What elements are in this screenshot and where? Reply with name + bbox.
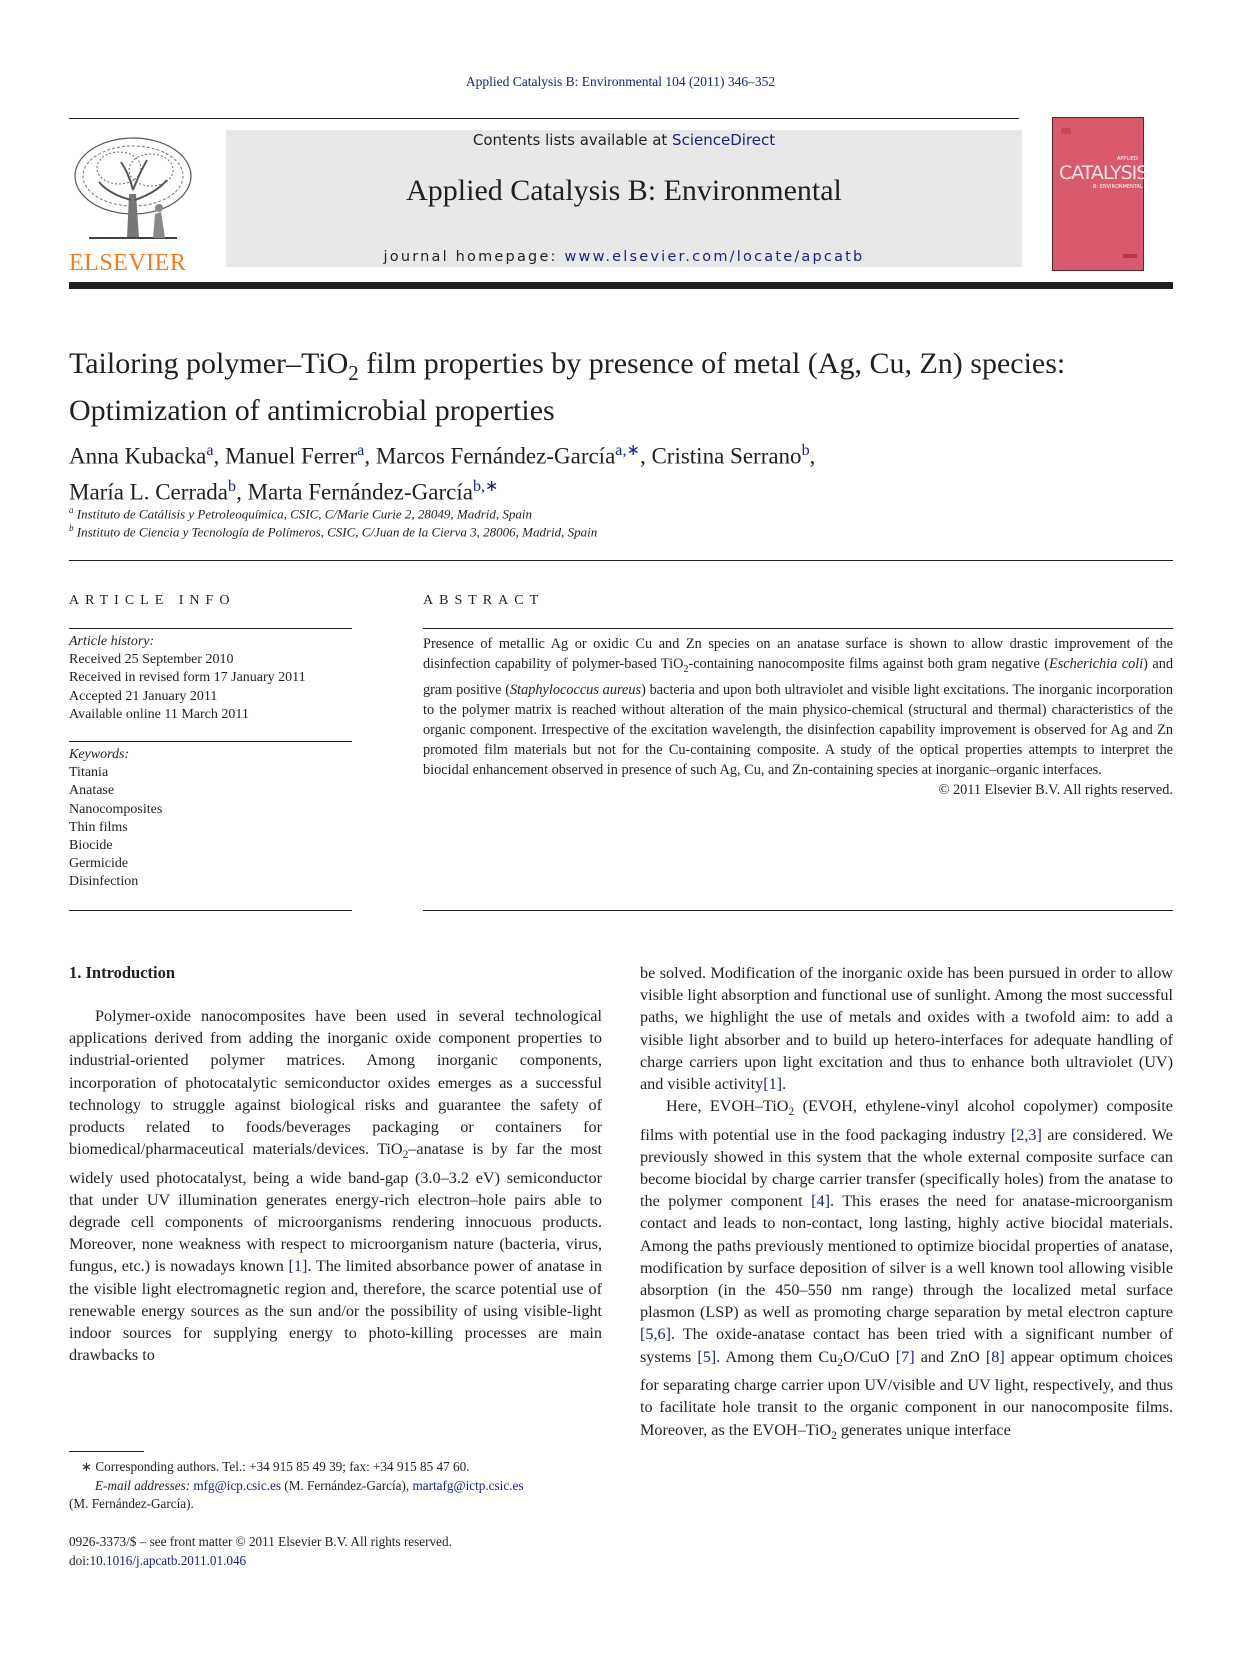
author-affiliation-mark[interactable]: a bbox=[357, 442, 365, 459]
title-line2: Optimization of antimicrobial properties bbox=[69, 394, 555, 427]
keywords-label: Keywords: bbox=[69, 747, 130, 762]
citation-link[interactable]: [7] bbox=[895, 1347, 915, 1366]
text-run: . Among them Cu bbox=[716, 1347, 838, 1366]
citation-link[interactable]: [8] bbox=[985, 1347, 1005, 1366]
front-matter-info bbox=[69, 1533, 669, 1570]
keyword: Titania bbox=[69, 765, 109, 781]
intro-paragraph-1 bbox=[69, 1005, 602, 1366]
author-separator: , bbox=[213, 443, 225, 469]
journal-homepage bbox=[226, 249, 1022, 265]
email-link[interactable]: martafg@ictp.csic.es bbox=[412, 1477, 524, 1493]
email-link[interactable]: mfg@icp.csic.es bbox=[193, 1477, 281, 1493]
history-item: Accepted 21 January 2011 bbox=[69, 688, 218, 704]
abstract-part: Presence of metallic Ag or oxidic Cu and Zn species on an anatase surface is shown to allow drastic improvement of the disinfection capability of polymer-based TiO bbox=[423, 636, 1173, 672]
title-part: Tailoring polymer–TiO bbox=[69, 347, 349, 380]
article-info-rule bbox=[69, 628, 352, 629]
abstract-heading: ABSTRACT bbox=[423, 593, 545, 608]
masthead-bottom-rule bbox=[69, 282, 1173, 289]
email-owner: (M. Fernández-García). bbox=[69, 1496, 194, 1511]
author-affiliation-mark[interactable]: a bbox=[206, 442, 214, 459]
section-heading-introduction: 1. Introduction bbox=[69, 963, 176, 982]
copyright-line: © 2011 Elsevier B.V. All rights reserved. bbox=[938, 781, 1173, 798]
subscript: 2 bbox=[831, 1429, 837, 1442]
history-item: Received in revised form 17 January 2011 bbox=[69, 670, 306, 686]
author-name: Cristina Serrano bbox=[651, 443, 802, 469]
author-affiliation-mark[interactable]: b bbox=[228, 477, 237, 495]
subscript: 2 bbox=[788, 1106, 795, 1119]
keyword: Thin films bbox=[69, 819, 128, 835]
cover-publisher-mark bbox=[1123, 254, 1137, 258]
text-run: generates unique interface bbox=[836, 1420, 1011, 1439]
keyword: Anatase bbox=[69, 783, 115, 799]
cover-title: CATALYSIS bbox=[1059, 162, 1148, 184]
abstract-bottom-rule bbox=[423, 910, 1173, 911]
citation-link[interactable]: [5,6] bbox=[640, 1325, 672, 1344]
author-name: María L. Cerrada bbox=[69, 479, 229, 505]
contents-prefix: Contents lists available at bbox=[472, 131, 673, 149]
author-name: Marcos Fernández-García bbox=[375, 443, 616, 469]
footnote-emails bbox=[69, 1477, 602, 1496]
issn-line: 0926-3373/$ – see front matter © 2011 Elsevier B.V. All rights reserved. bbox=[69, 1534, 452, 1549]
affiliation-text: Instituto de Ciencia y Tecnología de Polímeros, CSIC, C/Juan de la Cierva 3, 28006, Madrid, Spain bbox=[73, 524, 598, 540]
keyword: Germicide bbox=[69, 856, 129, 872]
affiliation-mark: a bbox=[69, 505, 74, 515]
doi-link[interactable]: 10.1016/j.apcatb.2011.01.046 bbox=[89, 1552, 247, 1568]
article-info-bottom-rule bbox=[69, 910, 352, 911]
history-item: Available online 11 March 2011 bbox=[69, 706, 249, 722]
author-affiliation-mark[interactable]: a,∗ bbox=[615, 442, 640, 459]
author-separator: , bbox=[809, 443, 816, 469]
affiliation-b bbox=[69, 523, 597, 540]
keywords-block bbox=[69, 746, 352, 892]
footnote-line: ∗ Corresponding authors. Tel.: +34 915 85 49 39; fax: +34 915 85 47 60. bbox=[81, 1459, 470, 1474]
abstract-part: ) bacteria and upon both ultraviolet and visible light excitations. The inorganic incorporation to the polymer matrix is reached without alteration of the main physico-chemical (structural and thermal) characteristics of the organic component. Irrespective of the excitation wavelength, the disinfection capability improvement is observed for Ag and Zn promoted film materials but not for the Cu-containing composite. A study of the optical properties attempts to interpret the biocidal enhancement observed in presence of such Ag, Cu, and Zn-containing species at inorganic–organic interfaces. bbox=[423, 681, 1173, 778]
keyword: Biocide bbox=[69, 838, 113, 854]
author-name: Anna Kubacka bbox=[69, 443, 207, 469]
email-label: E-mail addresses: bbox=[95, 1477, 194, 1493]
abstract-text bbox=[423, 634, 1173, 800]
affiliation-a bbox=[69, 505, 532, 522]
text-run: –anatase is by far the most widely used photocatalyst, being a wide band-gap (3.0–3.2 eV) semiconductor that under UV illumination generates energy-rich electron–hole pairs able to degrade cell components of microorganisms rendering innocuous products. Moreover, none weakness with respect to microorganism nature (bacteria, virus, fungus, etc.) is nowadays known bbox=[69, 1140, 603, 1276]
history-item: Received 25 September 2010 bbox=[69, 652, 234, 668]
title-subscript: 2 bbox=[348, 361, 359, 385]
keyword: Disinfection bbox=[69, 874, 139, 890]
text-run: appear optimum choices for separating charge carrier upon UV/visible and UV light, respectively, and thus to facilitate hole transit to the organic component in our nanocomposite films. Moreover, as the EVOH–TiO bbox=[640, 1347, 1173, 1439]
homepage-prefix: journal homepage: bbox=[383, 249, 565, 265]
sciencedirect-link[interactable]: ScienceDirect bbox=[672, 131, 776, 149]
elsevier-logo bbox=[69, 134, 197, 274]
cover-small-text: APPLIED bbox=[1117, 156, 1138, 162]
cover-logo-mark bbox=[1061, 128, 1071, 134]
text-run: . The limited absorbance power of anatase in the visible light electromagnetic region and, therefore, the scarce potential use of renewable energy sources as the sun and/or the possibility of using visible-light indoor sources for supplying energy to photo-killing processes are main drawbacks to bbox=[69, 1257, 602, 1365]
article-title bbox=[69, 345, 1179, 430]
text-run: (EVOH, ethylene-vinyl alcohol copolymer) composite films with potential use in the food packaging industry bbox=[640, 1097, 1173, 1144]
author-separator: , bbox=[639, 443, 652, 469]
title-part: film properties by presence of metal (Ag, Cu, Zn) species: bbox=[358, 347, 1066, 380]
subscript: 2 bbox=[402, 1149, 409, 1162]
subscript: 2 bbox=[837, 1356, 843, 1369]
citation-link[interactable]: [2,3] bbox=[1010, 1125, 1042, 1144]
author-separator: , bbox=[236, 479, 248, 505]
footnote-rule bbox=[69, 1451, 144, 1452]
abstract-rule bbox=[423, 628, 1173, 629]
author-list bbox=[69, 436, 1179, 507]
abstract-part: ) and gram positive ( bbox=[423, 656, 1173, 698]
keyword: Nanocomposites bbox=[69, 801, 163, 817]
affiliation-text: Instituto de Catálisis y Petroleoquímica, CSIC, C/Marie Curie 2, 28049, Madrid, Spain bbox=[73, 506, 533, 522]
history-label: Article history: bbox=[69, 634, 155, 649]
intro-paragraph-continued bbox=[640, 962, 1173, 1095]
text-run: . bbox=[782, 1075, 787, 1094]
author-name: Manuel Ferrer bbox=[224, 443, 358, 469]
contents-line bbox=[226, 131, 1022, 149]
journal-cover-thumbnail bbox=[1052, 117, 1148, 271]
affiliation-rule bbox=[69, 560, 1173, 561]
citation-link[interactable]: [4] bbox=[811, 1192, 831, 1211]
affiliation-mark: b bbox=[69, 523, 74, 533]
abstract-species: Staphylococcus aureus bbox=[509, 681, 642, 698]
intro-column-left bbox=[69, 1005, 602, 1366]
author-name: Marta Fernández-García bbox=[247, 479, 473, 505]
homepage-url-link[interactable]: www.elsevier.com/locate/apcatb bbox=[564, 249, 865, 265]
abstract-subscript: 2 bbox=[683, 663, 689, 675]
text-run: and ZnO bbox=[914, 1347, 986, 1366]
author-affiliation-mark[interactable]: b,∗ bbox=[472, 477, 499, 495]
article-history bbox=[69, 633, 352, 724]
elsevier-wordmark: ELSEVIER bbox=[69, 250, 187, 276]
citation-link[interactable]: [1] bbox=[288, 1257, 308, 1276]
intro-column-right bbox=[640, 962, 1173, 1447]
journal-name: Applied Catalysis B: Environmental bbox=[406, 174, 842, 207]
corresponding-author-footnote bbox=[69, 1458, 602, 1514]
keywords-rule bbox=[69, 741, 352, 742]
doi-label: doi: bbox=[69, 1552, 90, 1568]
running-head[interactable]: Applied Catalysis B: Environmental 104 (2011) 346–352 bbox=[465, 74, 776, 89]
text-run: O/CuO bbox=[842, 1347, 896, 1366]
intro-paragraph-2 bbox=[640, 1095, 1173, 1447]
abstract-part: -containing nanocomposite films against both gram negative ( bbox=[688, 656, 1049, 672]
citation-link[interactable]: [1] bbox=[763, 1075, 783, 1094]
article-info-heading: ARTICLE INFO bbox=[69, 593, 236, 608]
text-run: . The oxide-anatase contact has been tried with a significant number of systems bbox=[640, 1325, 1173, 1366]
header-rule bbox=[69, 118, 1019, 119]
text-run: Here, EVOH–TiO bbox=[666, 1097, 789, 1116]
text-run: Polymer-oxide nanocomposites have been used in several technological applications derived from adding the inorganic oxide component properties to industrial-oriented polymer matrices. Among inorganic components, incorporation of photocatalytic semiconductor oxides emerges as a successful technology to struggle against biological risks and guarantee the safety of products related to foods/beverages packaging or containers for biomedical/pharmaceutical materials/devices. TiO bbox=[69, 1007, 602, 1159]
citation-link[interactable]: [5] bbox=[697, 1347, 717, 1366]
text-run: be solved. Modification of the inorganic oxide has been pursued in order to allow visible light absorption and functional use of sunlight. Among the most successful paths, we highlight the use of metals and oxides with a twofold aim: to add a visible light absorber and to build up hetero-interfaces for adequate handling of charge carriers upon light excitation and thus to enhance both ultraviolet (UV) and visible activity bbox=[640, 964, 1173, 1094]
abstract-species: Escherichia coli bbox=[1049, 656, 1144, 672]
email-owner: (M. Fernández-García), bbox=[281, 1477, 413, 1493]
doi-line bbox=[69, 1552, 669, 1571]
author-separator: , bbox=[364, 443, 376, 469]
text-run: . This erases the need for anatase-microorganism contact and leads to non-contact, long lasting, highly active biocidal materials. Among the paths previously mentioned to optimize biocidal properties of anatase, modification by surface deposition of silver is a well known tool allowing visible absorption (in the 450–550 nm range) through the localized metal surface plasmon (LSP) as well as promoting charge separation by metal electron capture bbox=[640, 1192, 1173, 1322]
author-affiliation-mark[interactable]: b bbox=[801, 442, 810, 459]
cover-subtitle: B: ENVIRONMENTAL bbox=[1093, 184, 1143, 190]
text-run: are considered. We previously showed in this system that the whole external composite surface can become biocidal by charge carrier transfer (specifically holes) from the anatase to the polymer component bbox=[640, 1125, 1173, 1211]
elsevier-tree-icon bbox=[69, 134, 197, 246]
